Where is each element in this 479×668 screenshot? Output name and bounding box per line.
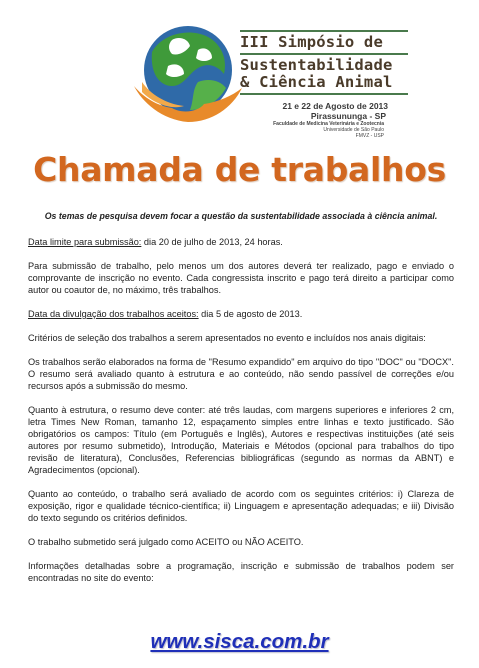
event-place: Pirassununga - SP <box>310 111 386 121</box>
disclosure-paragraph <box>28 308 454 320</box>
info-paragraph: Informações detalhadas sobre a programação, inscrição e submissão de trabalhos podem ser encontradas no site do evento: <box>28 561 454 583</box>
event-faculty-2: Universidade de São Paulo <box>323 127 384 133</box>
event-dates: 21 e 22 de Agosto de 2013 <box>282 101 388 111</box>
website-link[interactable]: www.sisca.com.br <box>150 630 329 653</box>
deadline-value: dia 20 de julho de 2013, 24 horas. <box>141 237 283 247</box>
event-info <box>240 28 408 139</box>
structure-paragraph: Quanto à estrutura, o resumo deve conter: até três laudas, com margens superiores e inferiores 2 cm, letra Times New Roman, tamanho 12, espaçamento simples entre linhas e texto justificado. São obrigatórios os campos: Título (em Português e Inglês), Autores e respectivas instituições (até seis autores por resumo submetido), Introdução, Materiais e Métodos (opcional para trabalhos do tipo revisão de literatura), Conclusões, Referencias bibliográficas (segundo as normas da ABNT) e Agradecimentos (opcional). <box>28 405 454 475</box>
criteria-paragraph: Critérios de seleção dos trabalhos a serem apresentados no evento e incluídos nos anais digitais: <box>28 333 426 343</box>
call-body <box>28 210 454 596</box>
event-header <box>0 0 479 152</box>
divider <box>240 30 408 32</box>
event-name-line-1: III Simpósio de <box>240 33 383 51</box>
event-name-line-3: & Ciência Animal <box>240 73 393 91</box>
disclosure-label: Data da divulgação dos trabalhos aceitos: <box>28 309 199 319</box>
divider <box>240 53 408 55</box>
submission-paragraph: Para submissão de trabalho, pelo menos um dos autores deverá ter realizado, pago e enviado o comprovante de inscrição no evento. Cada congressista inscrito e pago terá direito a participar como autor ou coautor de, no máximo, três trabalhos. <box>28 261 454 295</box>
disclosure-value: dia 5 de agosto de 2013. <box>198 309 303 319</box>
deadline-label: Data limite para submissão: <box>28 237 142 247</box>
divider <box>240 93 408 95</box>
intro-text: Os temas de pesquisa devem focar a questão da sustentabilidade associada à ciência animal. <box>44 211 438 221</box>
deadline-paragraph <box>28 236 454 248</box>
event-logo-icon <box>128 22 246 128</box>
result-paragraph: O trabalho submetido será julgado como ACEITO ou NÃO ACEITO. <box>28 537 304 547</box>
event-faculty-3: FMVZ - USP <box>355 133 384 139</box>
event-name-line-2: Sustentabilidade <box>240 56 393 74</box>
event-faculty-1: Faculdade de Medicina Veterinária e Zootecnia <box>273 121 384 127</box>
format-paragraph: Os trabalhos serão elaborados na forma de "Resumo expandido" em arquivo do tipo "DOC" ou "DOCX". O resumo será avaliado quanto à estrutura e ao conteúdo, não sendo passível de correções e/ou recursos após a submissão do mesmo. <box>28 357 454 391</box>
page-title: Chamada de trabalhos <box>33 150 446 189</box>
content-paragraph: Quanto ao conteúdo, o trabalho será avaliado de acordo com os seguintes critérios: i) Clareza de exposição, rigor e qualidade técnico-científica; ii) Linguagem e apresentação adequadas; e iii) Divisão do texto segundo os critérios definidos. <box>28 489 454 523</box>
